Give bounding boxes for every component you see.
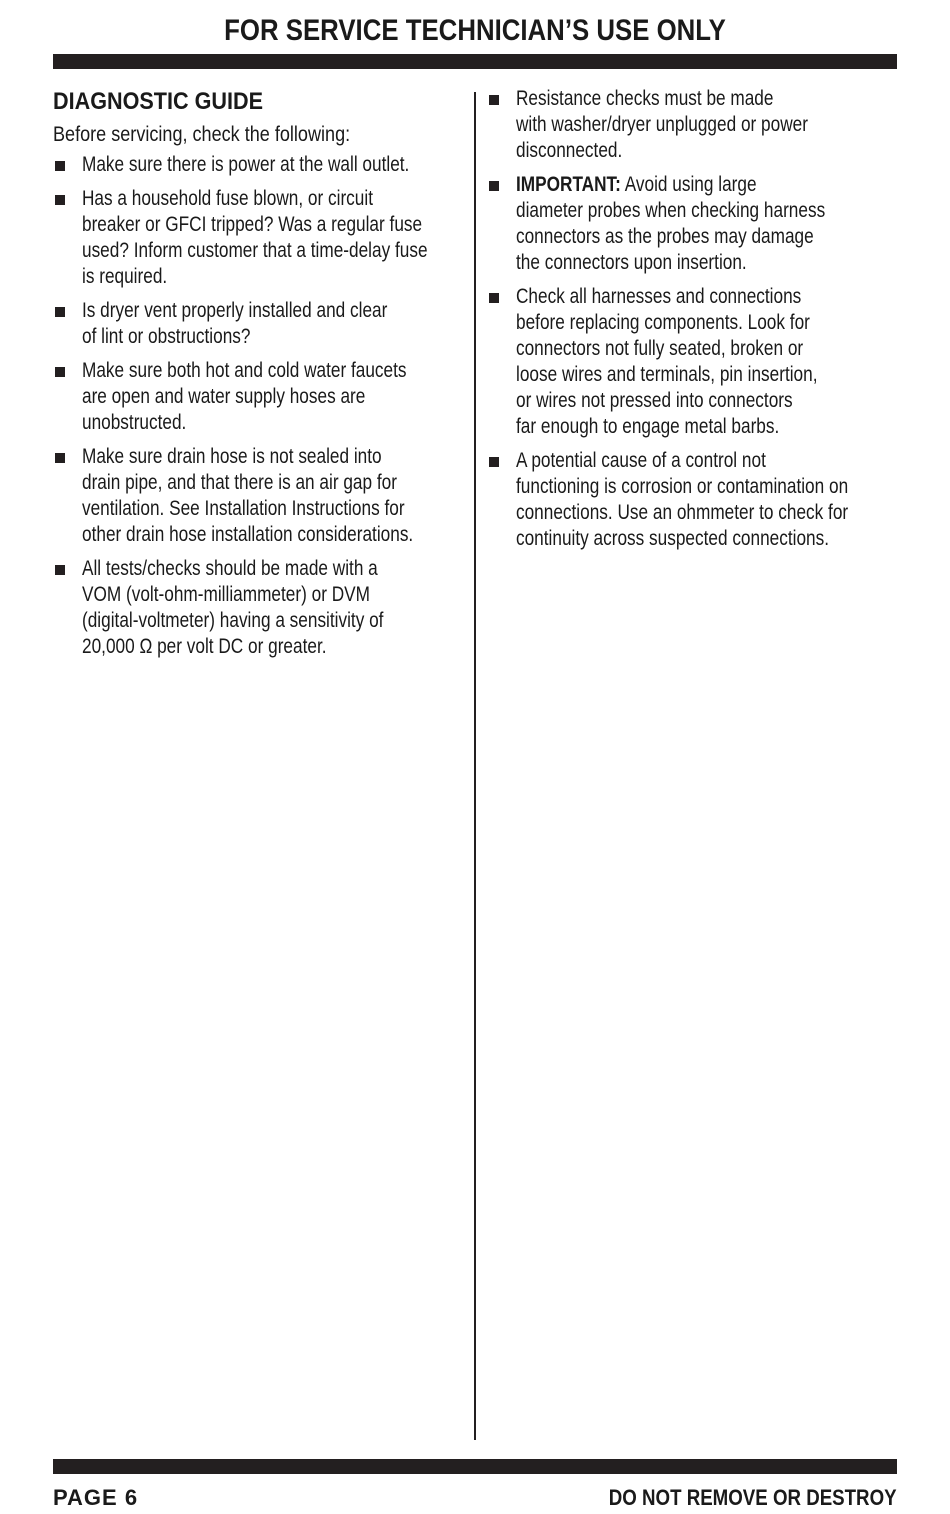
list-item — [53, 444, 465, 548]
text-line: Make sure drain hose is not sealed into — [82, 445, 382, 468]
list-item — [53, 152, 465, 178]
square-bullet-icon — [489, 181, 499, 191]
text-line-rest: Avoid using large — [620, 173, 757, 196]
list-item — [53, 186, 465, 290]
square-bullet-icon — [55, 161, 65, 171]
checklist — [53, 152, 465, 660]
text-line: Make sure there is power at the wall outlet. — [82, 153, 410, 176]
list-item-text — [82, 358, 492, 436]
text-line: Is dryer vent properly installed and clear — [82, 299, 388, 322]
text-line: ventilation. See Installation Instructions for — [82, 497, 405, 520]
list-item-text — [82, 444, 492, 548]
text-line: (digital-voltmeter) having a sensitivity of — [82, 609, 384, 632]
important-label: IMPORTANT: — [516, 173, 621, 196]
checklist-continued — [487, 86, 897, 552]
square-bullet-icon — [55, 307, 65, 317]
list-item-text — [82, 186, 492, 290]
square-bullet-icon — [55, 195, 65, 205]
text-line: All tests/checks should be made with a — [82, 557, 378, 580]
text-line: Check all harnesses and connections — [516, 285, 802, 308]
text-line — [516, 172, 926, 198]
text-line: used? Inform customer that a time-delay fuse — [82, 239, 428, 262]
square-bullet-icon — [55, 453, 65, 463]
text-line: 20,000 Ω per volt DC or greater. — [82, 635, 327, 658]
square-bullet-icon — [489, 457, 499, 467]
square-bullet-icon — [489, 95, 499, 105]
header-rule — [53, 54, 897, 69]
text-line: the connectors upon insertion. — [516, 251, 747, 274]
list-item — [487, 448, 897, 552]
list-item — [53, 298, 465, 350]
text-line: loose wires and terminals, pin insertion, — [516, 363, 818, 386]
list-item — [487, 86, 897, 164]
text-line: connectors not fully seated, broken or — [516, 337, 804, 360]
text-line: continuity across suspected connections. — [516, 527, 830, 550]
text-line: unobstructed. — [82, 411, 187, 434]
text-line: other drain hose installation considerations. — [82, 523, 414, 546]
list-item — [53, 556, 465, 660]
list-item — [53, 358, 465, 436]
list-item — [487, 284, 897, 440]
square-bullet-icon — [489, 293, 499, 303]
square-bullet-icon — [55, 367, 65, 377]
text-line: A potential cause of a control not — [516, 449, 766, 472]
list-item-text — [516, 284, 926, 440]
text-line: Make sure both hot and cold water faucets — [82, 359, 407, 382]
list-item-text — [82, 152, 492, 178]
text-line: are open and water supply hoses are — [82, 385, 366, 408]
text-line: VOM (volt-ohm-milliammeter) or DVM — [82, 583, 370, 606]
text-line: breaker or GFCI tripped? Was a regular fuse — [82, 213, 423, 236]
square-bullet-icon — [55, 565, 65, 575]
text-line: diameter probes when checking harness — [516, 199, 826, 222]
text-line: with washer/dryer unplugged or power — [516, 113, 808, 136]
list-item-text — [516, 86, 926, 164]
text-line: disconnected. — [516, 139, 623, 162]
page-header-title: FOR SERVICE TECHNICIAN’S USE ONLY — [224, 14, 726, 47]
list-item-text — [82, 298, 492, 350]
text-line: far enough to engage metal barbs. — [516, 415, 780, 438]
text-line: or wires not pressed into connectors — [516, 389, 793, 412]
text-line: of lint or obstructions? — [82, 325, 251, 348]
text-line: Resistance checks must be made — [516, 87, 774, 110]
footer-rule — [53, 1459, 897, 1474]
intro-text: Before servicing, check the following: — [53, 123, 351, 146]
footer-notice: DO NOT REMOVE OR DESTROY — [609, 1485, 897, 1510]
list-item-text — [82, 556, 492, 660]
list-item-text — [516, 172, 926, 276]
column-divider — [474, 92, 476, 1440]
text-line: functioning is corrosion or contamination on — [516, 475, 849, 498]
list-item-text — [516, 448, 926, 552]
text-line: is required. — [82, 265, 168, 288]
text-line: Has a household fuse blown, or circuit — [82, 187, 373, 210]
text-line: connections. Use an ohmmeter to check for — [516, 501, 849, 524]
text-line: drain pipe, and that there is an air gap for — [82, 471, 397, 494]
text-line: before replacing components. Look for — [516, 311, 810, 334]
section-heading: DIAGNOSTIC GUIDE — [53, 88, 264, 115]
page-number: PAGE 6 — [53, 1485, 139, 1510]
left-column — [53, 86, 465, 668]
text-line: connectors as the probes may damage — [516, 225, 814, 248]
list-item — [487, 172, 897, 276]
right-column — [487, 86, 897, 560]
